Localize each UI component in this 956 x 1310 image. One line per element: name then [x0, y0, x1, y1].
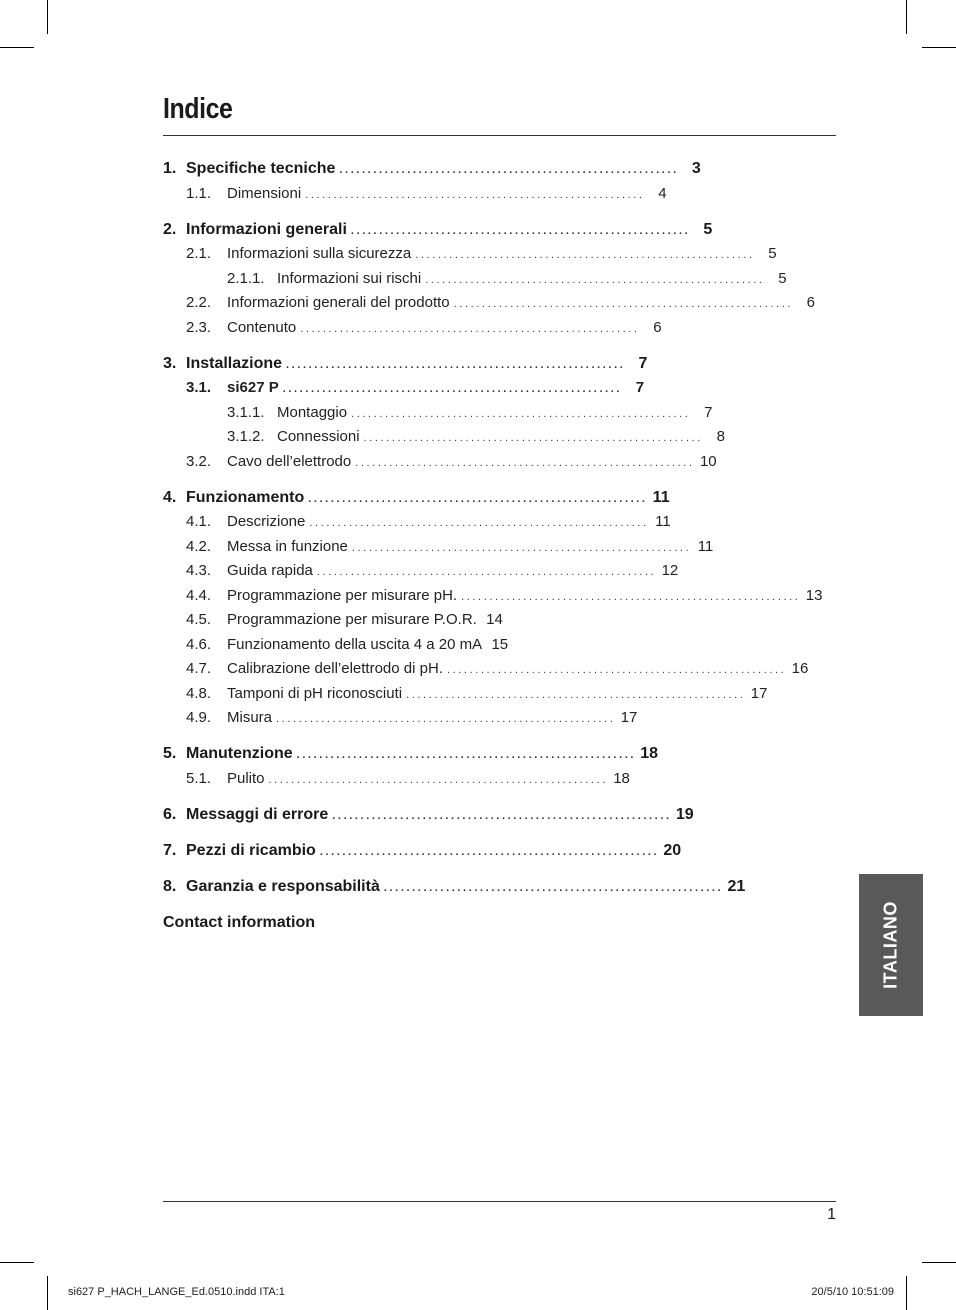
- toc-entry-number: 2.1.: [186, 245, 212, 262]
- toc-entry-label: Informazioni sulla sicurezza: [227, 245, 412, 262]
- toc-entry-number: 5.1.: [186, 769, 212, 787]
- toc-entry-label: Funzionamento: [186, 488, 305, 506]
- toc-leader-dots: ............................................................: [351, 407, 691, 420]
- toc-entry-number: 4.: [163, 488, 177, 506]
- toc-entry-label: si627 P: [227, 379, 279, 396]
- toc-entry-number: 2.1.1.: [227, 269, 265, 287]
- toc-leader-dots: ............................................................: [286, 358, 626, 371]
- toc-entry[interactable]: [186, 379, 645, 401]
- toc-entry-page: 13: [805, 586, 823, 604]
- toc-entry-number: 4.4.: [186, 586, 212, 604]
- toc-entry-page: 18: [640, 745, 659, 762]
- toc-entry-page: 6: [653, 318, 662, 336]
- toc-entry-page: 18: [613, 769, 630, 787]
- toc-entry[interactable]: [186, 184, 667, 207]
- toc-leader-dots: ............................................................: [305, 188, 645, 201]
- toc-entry-label: Connessioni: [277, 428, 360, 445]
- toc-leader-dots: ............................................................: [453, 298, 794, 310]
- toc-entry-number: 4.5.: [186, 611, 212, 628]
- footer-rule: [163, 1201, 836, 1202]
- toc-entry-label: Calibrazione dell’elettrodo di pH.: [227, 660, 443, 677]
- toc-entry-page: 7: [635, 379, 645, 396]
- toc-entry-number: 8.: [163, 877, 177, 895]
- toc-entry-page: 7: [638, 354, 648, 372]
- toc-entry-number: 4.6.: [186, 635, 212, 653]
- toc-leader-dots: ............................................................: [339, 164, 679, 176]
- toc-entry-number: 3.1.2.: [227, 428, 265, 445]
- toc-entry[interactable]: [186, 452, 717, 475]
- toc-entry-number: 4.1.: [186, 513, 212, 530]
- toc-entry[interactable]: [186, 513, 671, 535]
- toc-entry-label: Messaggi di errore: [186, 805, 329, 823]
- toc-entry-label: Programmazione per misurare P.O.R.: [227, 611, 477, 628]
- toc-entry-label: Garanzia e responsabilità: [186, 877, 380, 895]
- toc-leader-dots: ............................................................: [355, 456, 695, 469]
- toc-leader-dots: ............................................................: [363, 432, 703, 444]
- toc-leader-dots: ............................................................: [425, 273, 765, 286]
- toc-entry-page: 16: [791, 660, 809, 677]
- toc-entry-page: 6: [806, 294, 816, 311]
- toc-entry[interactable]: [163, 488, 670, 511]
- toc-leader-dots: ............................................................: [351, 541, 692, 554]
- crop-mark: [47, 1276, 48, 1310]
- toc-entry-label: Misura: [227, 709, 273, 726]
- toc-entry[interactable]: [163, 877, 746, 900]
- toc-entry-page: 19: [675, 805, 694, 823]
- toc-entry[interactable]: [186, 709, 638, 731]
- toc-entry[interactable]: [186, 586, 823, 609]
- toc-entry-label: Montaggio: [277, 403, 348, 421]
- toc-entry-page: 5: [778, 269, 787, 287]
- toc-entry-label: Programmazione per misurare pH.: [227, 586, 458, 604]
- toc-entry-label: Cavo dell’elettrodo: [227, 452, 352, 470]
- toc-entry-page: 5: [703, 220, 713, 238]
- toc-entry-number: 6.: [163, 805, 177, 823]
- page-title: Indice: [163, 93, 233, 125]
- toc-leader-dots: ............................................................: [282, 383, 623, 395]
- toc-entry[interactable]: [163, 841, 682, 864]
- toc-entry-label: Contenuto: [227, 318, 297, 336]
- page-number: 1: [827, 1206, 836, 1223]
- toc-entry[interactable]: [163, 745, 659, 767]
- toc-entry[interactable]: [186, 635, 509, 658]
- toc-entry-number: 3.2.: [186, 452, 212, 470]
- toc-entry[interactable]: [186, 562, 679, 584]
- toc-entry-page: 11: [652, 488, 670, 506]
- toc-entry[interactable]: [186, 769, 630, 792]
- toc-entry-page: 11: [655, 513, 671, 530]
- toc-entry-page: 10: [699, 452, 717, 470]
- toc-leader-dots: ............................................................: [415, 249, 755, 261]
- toc-entry[interactable]: [186, 245, 777, 267]
- crop-mark: [922, 47, 956, 48]
- contact-information-link[interactable]: Contact information: [163, 913, 315, 931]
- toc-leader-dots: ............................................................: [350, 224, 691, 237]
- crop-mark: [47, 0, 48, 34]
- toc-entry-page: 20: [663, 841, 682, 859]
- toc-leader-dots: ............................................................: [461, 590, 801, 603]
- toc-entry-label: Guida rapida: [227, 562, 313, 579]
- toc-leader-dots: ............................................................: [308, 492, 648, 505]
- toc-entry-label: Pulito: [227, 769, 265, 787]
- toc-entry[interactable]: [227, 428, 725, 450]
- toc-entry-label: Informazioni sui rischi: [277, 269, 422, 287]
- toc-leader-dots: ............................................................: [446, 664, 787, 676]
- toc-entry-number: 4.3.: [186, 562, 212, 579]
- toc-entry-page: 17: [620, 709, 638, 726]
- toc-entry-number: 4.8.: [186, 684, 212, 702]
- title-rule: [163, 135, 836, 136]
- toc-leader-dots: ............................................................: [309, 517, 649, 529]
- toc-entry-page: 12: [661, 562, 679, 579]
- toc-entry[interactable]: [186, 684, 768, 707]
- toc-entry-number: 5.: [163, 745, 177, 762]
- toc-leader-dots: ............................................................: [316, 566, 657, 578]
- toc-entry-label: Descrizione: [227, 513, 306, 530]
- toc-leader-dots: ............................................................: [276, 713, 616, 725]
- toc-entry-page: 4: [658, 184, 667, 202]
- toc-entry-number: 2.2.: [186, 294, 212, 311]
- slug-file: si627 P_HACH_LANGE_Ed.0510.indd ITA:1: [68, 1286, 285, 1298]
- toc-entry-page: 11: [697, 537, 714, 555]
- toc-leader-dots: ............................................................: [383, 881, 724, 894]
- crop-mark: [906, 1276, 907, 1310]
- toc-entry-number: 3.1.: [186, 379, 212, 396]
- toc-leader-dots: ............................................................: [268, 773, 608, 786]
- toc-entry-number: 3.1.1.: [227, 403, 265, 421]
- toc-entry-label: Messa in funzione: [227, 537, 348, 555]
- toc-entry[interactable]: [163, 354, 648, 377]
- toc-entry[interactable]: [186, 318, 662, 341]
- toc-entry-page: 5: [768, 245, 777, 262]
- toc-entry-number: 4.9.: [186, 709, 212, 726]
- toc-leader-dots: ............................................................: [300, 322, 640, 335]
- toc-entry-label: Pezzi di ricambio: [186, 841, 316, 859]
- toc-leader-dots: ............................................................: [319, 845, 660, 858]
- toc-entry[interactable]: [163, 160, 701, 182]
- slug-date: 20/5/10 10:51:09: [811, 1286, 894, 1298]
- toc-entry-number: 3.: [163, 354, 177, 372]
- toc-entry-label: Informazioni generali del prodotto: [227, 294, 450, 311]
- toc-entry-label: Informazioni generali: [186, 220, 347, 238]
- language-tab-label: ITALIANO: [880, 901, 901, 989]
- toc-entry-page: 14: [486, 611, 503, 628]
- toc-leader-dots: ............................................................: [296, 749, 637, 761]
- toc-entry-label: Funzionamento della uscita 4 a 20 mA: [227, 635, 483, 653]
- toc-entry-label: Dimensioni: [227, 184, 302, 202]
- crop-mark: [906, 0, 907, 34]
- toc-entry-number: 4.7.: [186, 660, 212, 677]
- crop-mark: [0, 1262, 34, 1263]
- toc-entry-page: 3: [691, 160, 701, 177]
- toc-entry-label: Tamponi di pH riconosciuti: [227, 684, 403, 702]
- toc-entry-number: 7.: [163, 841, 177, 859]
- toc-entry-label: Installazione: [186, 354, 283, 372]
- toc-entry[interactable]: [186, 537, 714, 560]
- toc-entry[interactable]: [227, 403, 713, 426]
- toc-entry-page: 15: [491, 635, 509, 653]
- toc-entry-label: Manutenzione: [186, 745, 293, 762]
- toc-entry-number: 2.: [163, 220, 177, 238]
- toc-entry-number: 1.: [163, 160, 177, 177]
- crop-mark: [922, 1262, 956, 1263]
- toc-entry-number: 1.1.: [186, 184, 212, 202]
- toc-entry[interactable]: [163, 220, 713, 243]
- toc-entry[interactable]: [186, 611, 503, 633]
- toc-entry[interactable]: [186, 660, 809, 682]
- toc-entry[interactable]: [163, 805, 694, 828]
- toc-entry-page: 21: [727, 877, 746, 895]
- toc-leader-dots: ............................................................: [332, 809, 672, 822]
- toc-entry-page: 7: [704, 403, 713, 421]
- toc-entry[interactable]: [227, 269, 787, 292]
- toc-entry-number: 4.2.: [186, 537, 212, 555]
- toc-leader-dots: ............................................................: [406, 688, 746, 701]
- language-tab: [859, 874, 923, 1016]
- toc-entry-page: 8: [716, 428, 725, 445]
- crop-mark: [0, 47, 34, 48]
- toc-entry-label: Specifiche tecniche: [186, 160, 336, 177]
- toc-entry-page: 17: [750, 684, 768, 702]
- toc-entry-number: 2.3.: [186, 318, 212, 336]
- toc-entry[interactable]: [186, 294, 816, 316]
